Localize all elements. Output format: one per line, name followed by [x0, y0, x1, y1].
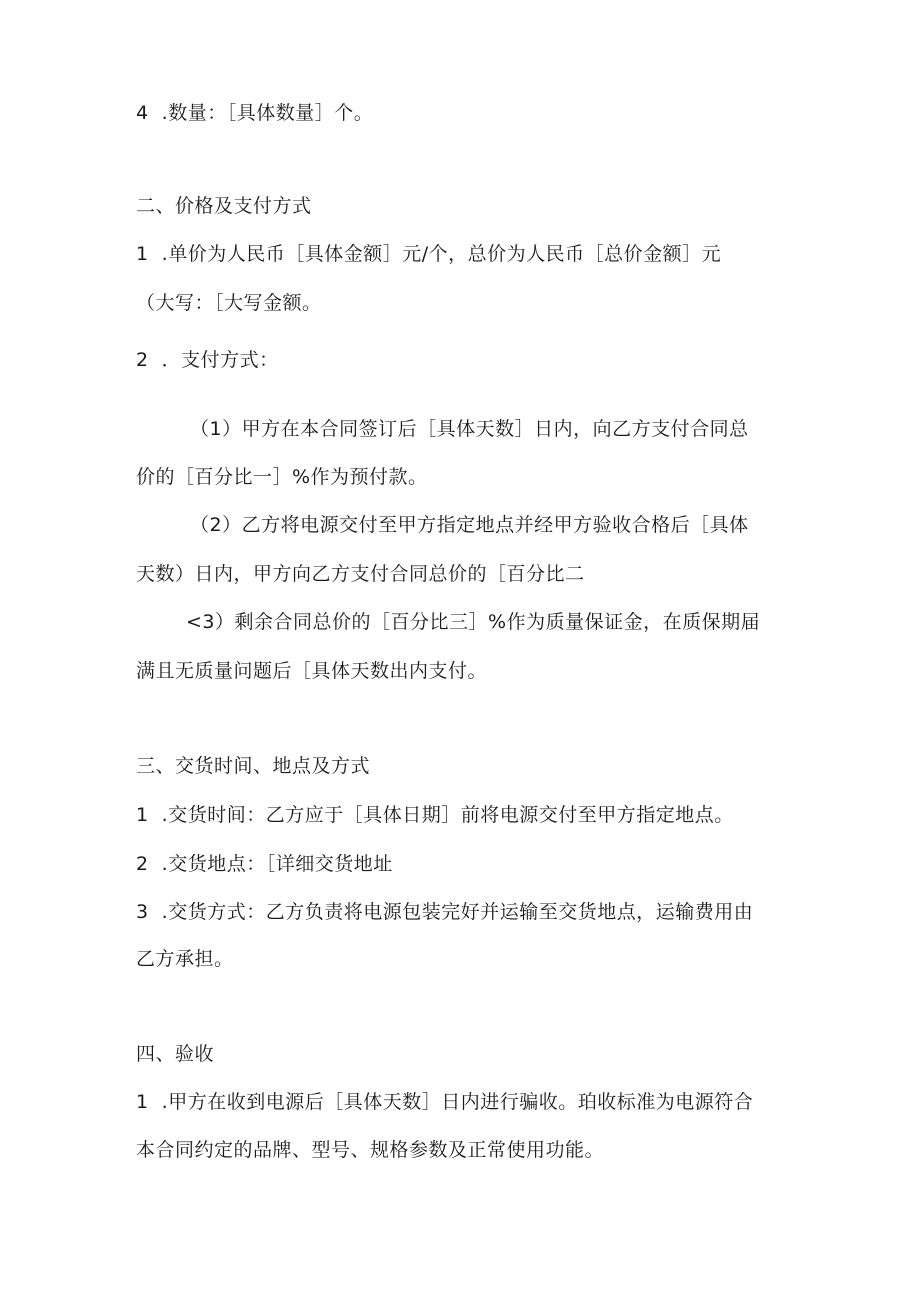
clause-payment-method: 2 ．支付方式：: [136, 349, 279, 371]
section-heading-acceptance: 四、验收: [136, 1043, 215, 1065]
payment-item-3: <3）剩余合同总价的［百分比三］%作为质量保证金，在质保期届: [186, 611, 761, 633]
clause-acceptance: 1 .甲方在收到电源后［具体天数］日内进行骗收。珀收标准为电源符合: [136, 1091, 754, 1113]
payment-item-2: （2）乙方将电源交付至甲方指定地点并经甲方验收合格后［具体: [190, 514, 749, 536]
section-heading-price-payment: 二、价格及支付方式: [136, 195, 312, 217]
clause-unit-price: 1 .单价为人民币［具体金额］元/个，总价为人民币［总价金额］元: [136, 243, 722, 265]
clause-delivery-time: 1 .交货时间：乙方应于［具体日期］前将电源交付至甲方指定地点。: [136, 804, 734, 826]
clause-delivery-place: 2 .交货地点：［详细交货地址: [136, 853, 393, 875]
payment-item-1: （1）甲方在本合同签订后［具体天数］日内，向乙方支付合同总: [190, 418, 749, 440]
clause-unit-price-cont: （大写：［大写金额。: [136, 292, 322, 314]
clause-delivery-method-cont: 乙方承担。: [136, 948, 234, 970]
payment-item-2-cont: 天数）日内，甲方向乙方支付合同总价的［百分比二: [136, 563, 585, 585]
clause-delivery-method: 3 .交货方式：乙方负责将电源包装完好并运输至交货地点，运输费用由: [136, 901, 754, 923]
payment-item-1-cont: 价的［百分比一］%作为预付款。: [136, 466, 428, 488]
clause-acceptance-cont: 本合同约定的品牌、型号、规格参数及正常使用功能。: [136, 1139, 605, 1161]
item-quantity: 4 .数量：［具体数量］个。: [136, 102, 374, 124]
section-heading-delivery: 三、交货时间、地点及方式: [136, 755, 371, 777]
payment-item-3-cont: 满且无质量问题后［具体天数出内支付。: [136, 660, 488, 682]
